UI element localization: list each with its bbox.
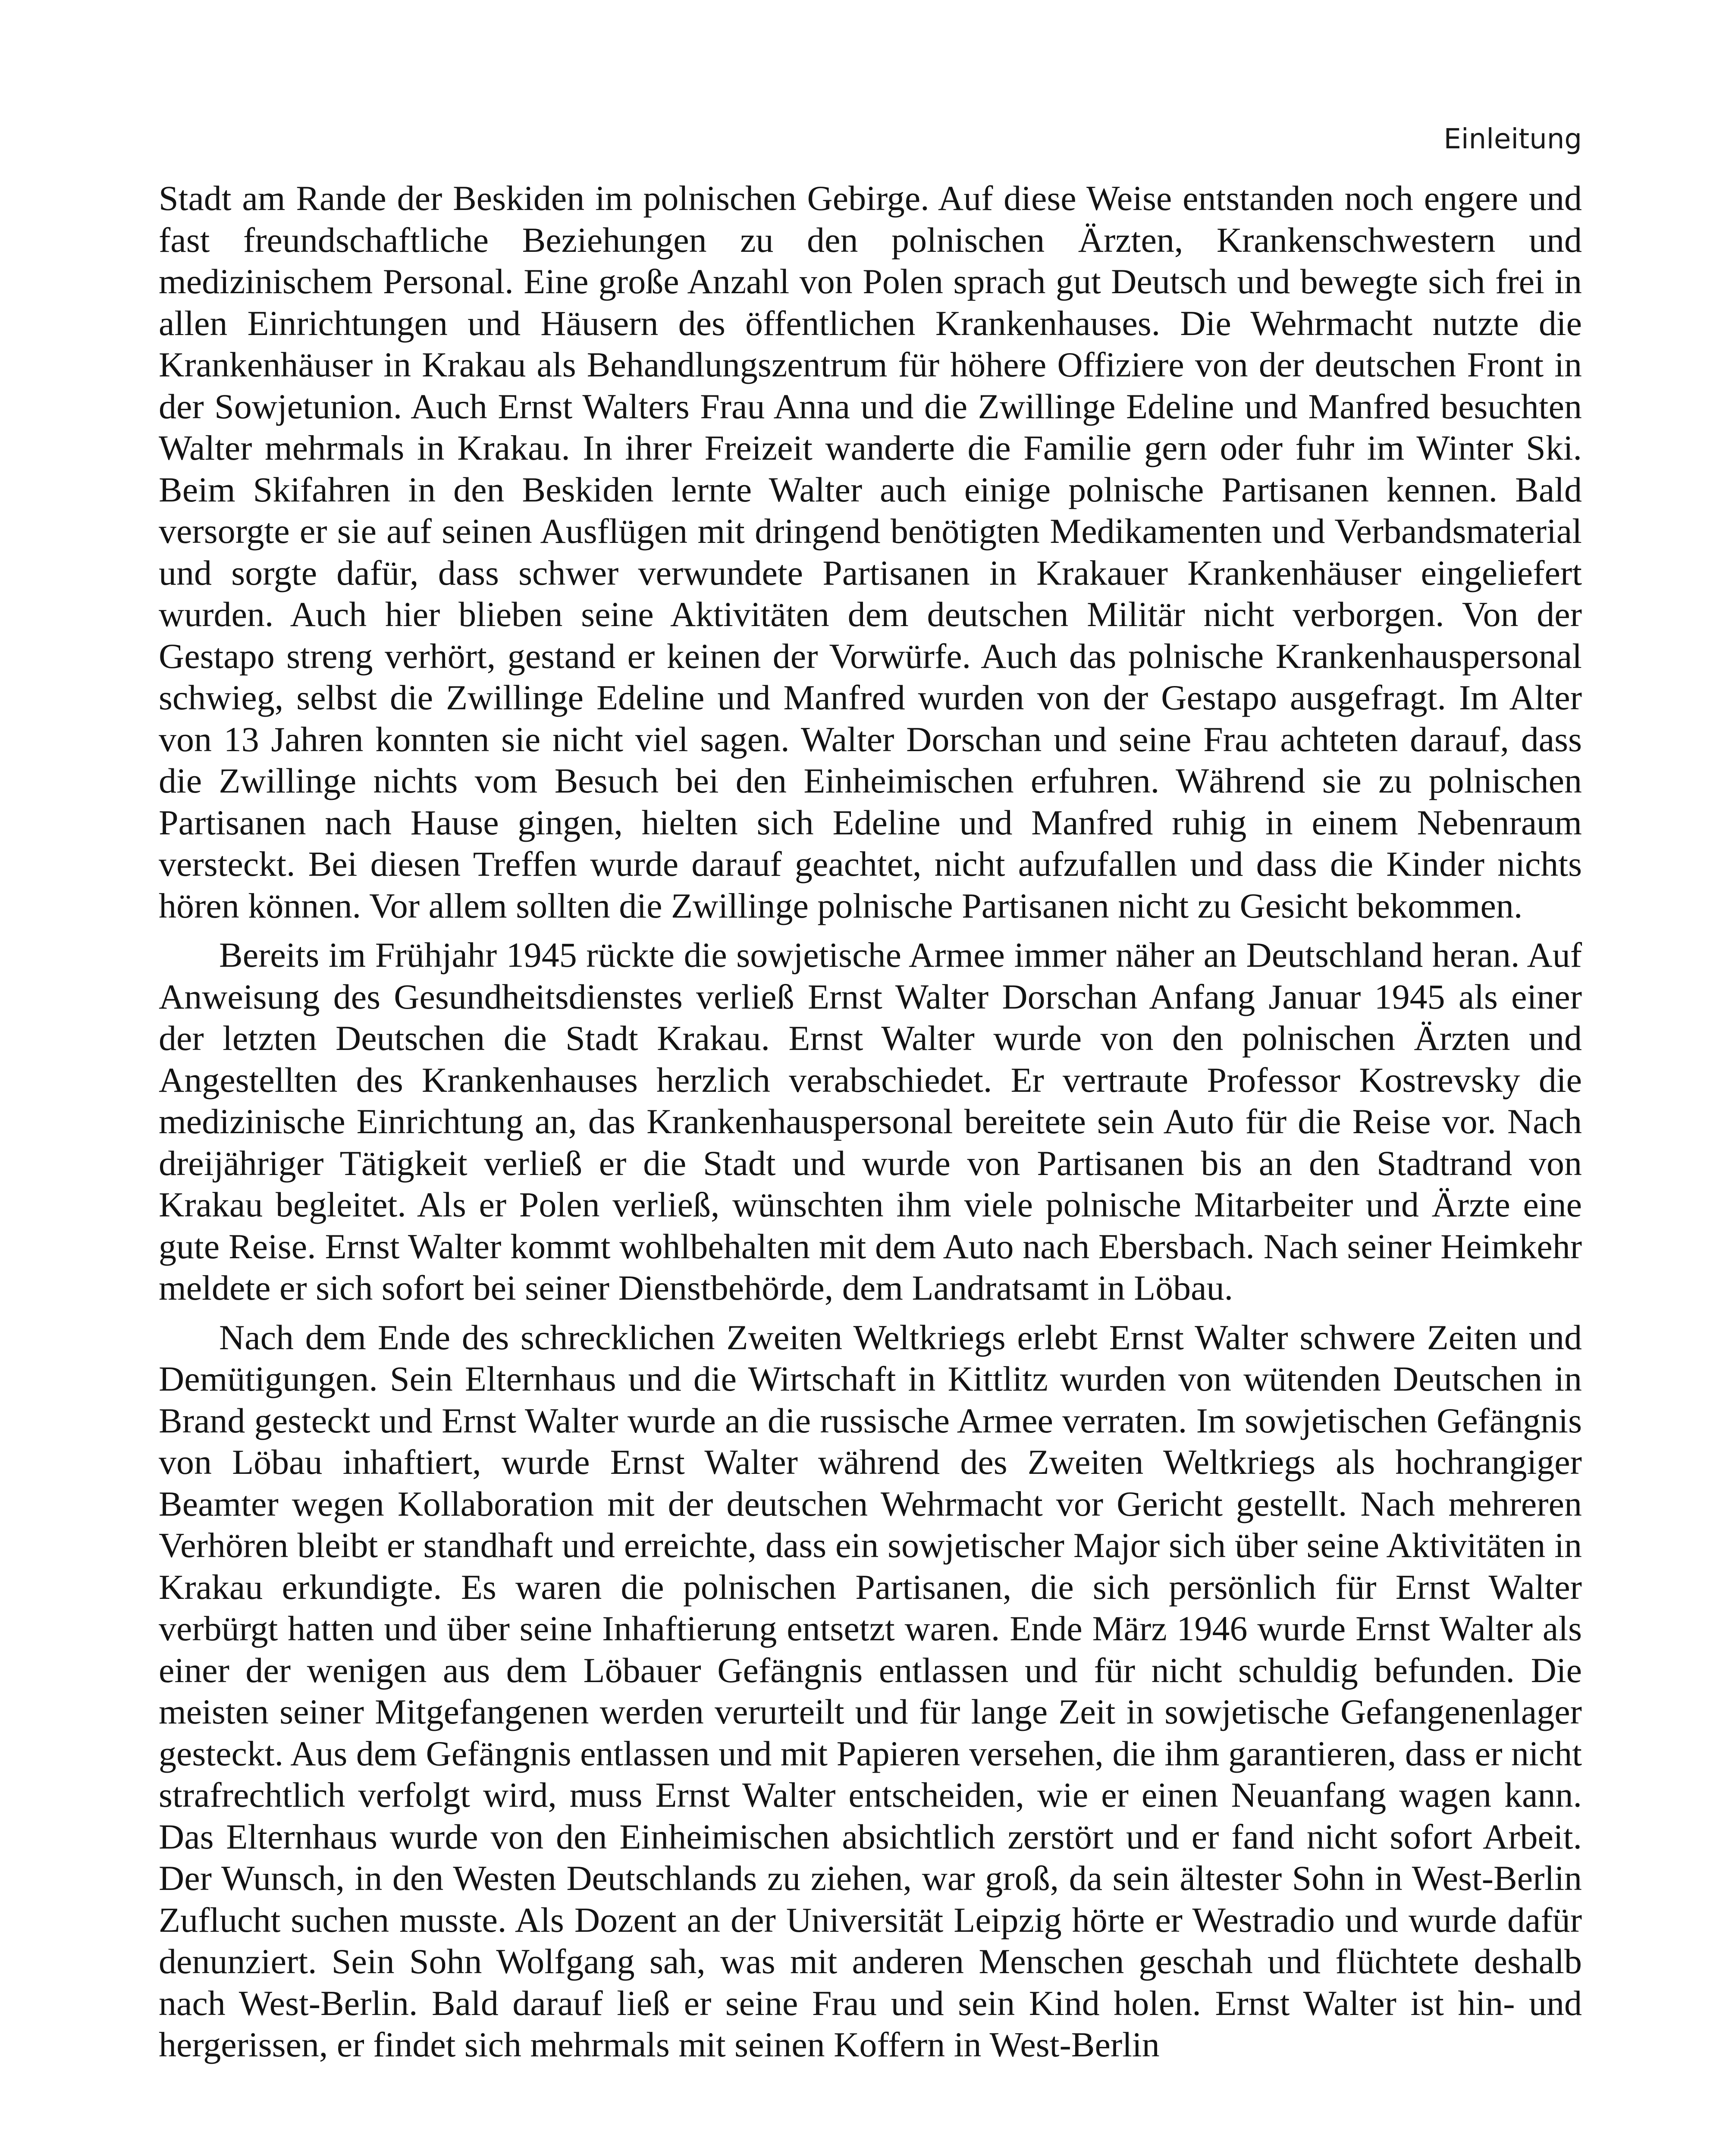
body-text	[159, 178, 1582, 2074]
paragraph: Bereits im Frühjahr 1945 rückte die sowjetische Armee immer näher an Deutschland heran. Auf Anweisung des Gesundheitsdienstes verließ Ernst Walter Dorschan Anfang Januar 1945 als einer der letzten Deutschen die Stadt Krakau. Ernst Walter wurde von den polnischen Ärzten und Angestellten des Krankenhauses herzlich verabschiedet. Er vertraute Professor Kostrevsky die medizinische Einrichtung an, das Krankenhauspersonal bereitete sein Auto für die Reise vor. Nach dreijähriger Tätigkeit verließ er die Stadt und wurde von Partisanen bis an den Stadtrand von Krakau begleitet. Als er Polen verließ, wünschten ihm viele polnische Mitarbeiter und Ärzte eine gute Reise. Ernst Walter kommt wohlbehalten mit dem Auto nach Ebersbach. Nach seiner Heimkehr meldete er sich sofort bei seiner Dienstbehörde, dem Landratsamt in Löbau.	[159, 935, 1582, 1307]
paragraph: Nach dem Ende des schrecklichen Zweiten Weltkriegs erlebt Ernst Walter schwere Zeiten und Demütigungen. Sein Elternhaus und die Wirtschaft in Kittlitz wurden von wütenden Deutschen in Brand gesteckt und Ernst Walter wurde an die russische Armee verraten. Im sowjetischen Gefängnis von Löbau inhaftiert, wurde Ernst Walter während des Zweiten Weltkriegs als hochrangiger Beamter wegen Kollaboration mit der deutschen Wehrmacht vor Gericht gestellt. Nach mehreren Verhören bleibt er standhaft und erreichte, dass ein sowjetischer Major sich über seine Aktivitäten in Krakau erkundigte. Es waren die polnischen Partisanen, die sich persönlich für Ernst Walter verbürgt hatten und über seine Inhaftierung entsetzt waren. Ende März 1946 wurde Ernst Walter als einer der wenigen aus dem Löbauer Gefängnis entlassen und für nicht schuldig befunden. Die meisten seiner Mitgefangenen werden verurteilt und für lange Zeit in sowjetische Gefangenenlager gesteckt. Aus dem Gefängnis entlassen und mit Papieren versehen, die ihm garantieren, dass er nicht strafrechtlich verfolgt wird, muss Ernst Walter entscheiden, wie er einen Neuanfang wagen kann. Das Elternhaus wurde von den Einheimischen absichtlich zerstört und er fand nicht sofort Arbeit. Der Wunsch, in den Westen Deutschlands zu ziehen, war groß, da sein ältester Sohn in West-Berlin Zuflucht suchen musste. Als Dozent an der Universität Leipzig hörte er Westradio und wurde dafür denunziert. Sein Sohn Wolfgang sah, was mit anderen Menschen geschah und flüchtete deshalb nach West-Berlin. Bald darauf ließ er seine Frau und sein Kind holen. Ernst Walter ist hin- und hergerissen, er findet sich mehrmals mit seinen Koffern in West-Berlin	[159, 1317, 1582, 2064]
running-head: Einleitung	[1443, 123, 1582, 155]
paragraph: Stadt am Rande der Beskiden im polnischen Gebirge. Auf diese Weise entstanden noch engere und fast freundschaftliche Beziehungen zu den polnischen Ärzten, Krankenschwestern und medizinischem Personal. Eine große Anzahl von Polen sprach gut Deutsch und bewegte sich frei in allen Einrichtungen und Häusern des öffentlichen Krankenhauses. Die Wehrmacht nutzte die Krankenhäuser in Krakau als Behandlungszentrum für höhere Offiziere von der deutschen Front in der Sowjetunion. Auch Ernst Walters Frau Anna und die Zwillinge Edeline und Manfred besuchten Walter mehrmals in Krakau. In ihrer Freizeit wanderte die Familie gern oder fuhr im Winter Ski. Beim Skifahren in den Beskiden lernte Walter auch einige polnische Partisanen kennen. Bald versorgte er sie auf seinen Ausflügen mit dringend benötigten Medikamenten und Verbandsmaterial und sorgte dafür, dass schwer verwundete Partisanen in Krakauer Krankenhäuser eingeliefert wurden. Auch hier blieben seine Aktivitäten dem deutschen Militär nicht verborgen. Von der Gestapo streng verhört, gestand er keinen der Vorwürfe. Auch das polnische Krankenhauspersonal schwieg, selbst die Zwillinge Edeline und Manfred wurden von der Gestapo ausgefragt. Im Alter von 13 Jahren konnten sie nicht viel sagen. Walter Dorschan und seine Frau achteten darauf, dass die Zwillinge nichts vom Besuch bei den Einheimischen erfuhren. Während sie zu polnischen Partisanen nach Hause gingen, hielten sich Edeline und Manfred ruhig in einem Nebenraum versteckt. Bei diesen Treffen wurde darauf geachtet, nicht aufzufallen und dass die Kinder nichts hören können. Vor allem sollten die Zwillinge polnische Partisanen nicht zu Gesicht bekommen.	[159, 179, 1582, 925]
